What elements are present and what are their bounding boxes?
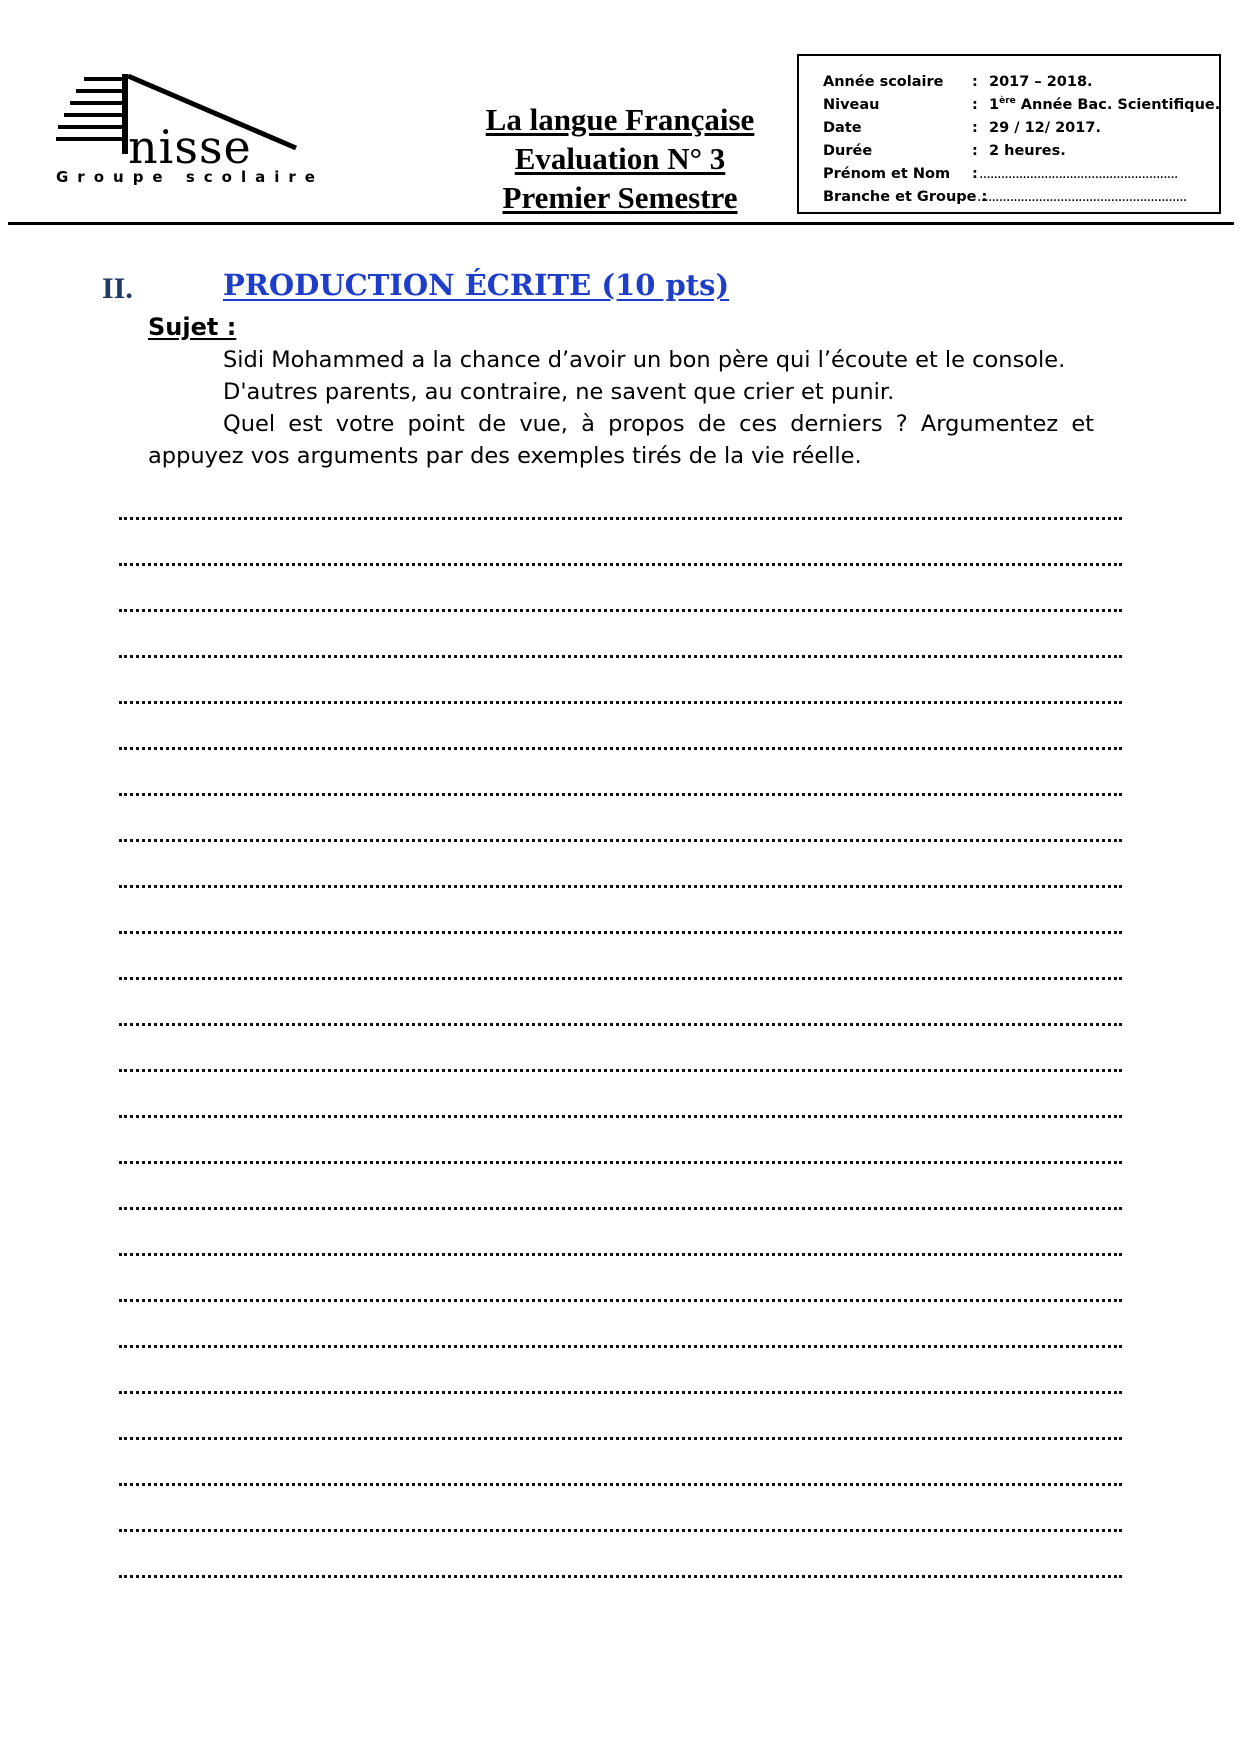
info-label-duree: Durée [823,143,873,159]
answer-line[interactable] [119,1286,1122,1332]
writing-prompt [148,344,1094,472]
section-number: II. [102,272,133,305]
header-divider [8,222,1234,225]
info-label-niveau: Niveau [823,97,880,113]
nom-fill-in-field[interactable]: ....................................................... [979,166,1178,182]
info-label-annee: Année scolaire [823,74,944,90]
info-value-date: 29 / 12/ 2017. [989,120,1101,136]
info-label-date: Date [823,120,862,136]
prompt-paragraph: Sidi Mohammed a la chance d’avoir un bon père qui l’écoute et le console. [223,347,1066,373]
answer-line[interactable] [119,918,1122,964]
info-label-branche: Branche et Groupe : [823,189,988,205]
logo-wordmark: nisse [128,120,252,174]
title-semester: Premier Semestre [502,180,738,215]
title-subject: La langue Française [485,102,755,137]
answer-line[interactable] [119,550,1122,596]
answer-line[interactable] [119,1148,1122,1194]
info-colon: : [972,120,978,136]
exam-title [450,100,790,217]
answer-line[interactable] [119,1194,1122,1240]
answer-line[interactable] [119,1102,1122,1148]
answer-line[interactable] [119,1424,1122,1470]
info-colon: : [972,97,978,113]
answer-line[interactable] [119,504,1122,550]
school-logo [56,74,346,194]
logo-subtitle: Groupe scolaire [56,168,324,186]
section-title: PRODUCTION ÉCRITE (10 pts) [223,268,730,302]
answer-line[interactable] [119,1240,1122,1286]
info-value-annee: 2017 – 2018. [989,74,1093,90]
answer-line[interactable] [119,1516,1122,1562]
answer-line[interactable] [119,1562,1122,1608]
info-value-duree: 2 heures. [989,143,1066,159]
info-label-nom: Prénom et Nom [823,166,951,182]
answer-line[interactable] [119,964,1122,1010]
prompt-paragraph: D'autres parents, au contraire, ne savent que crier et punir. [223,379,895,405]
answer-line[interactable] [119,872,1122,918]
sujet-label: Sujet : [148,313,237,341]
answer-line[interactable] [119,1332,1122,1378]
student-info-box [797,54,1221,214]
answer-line[interactable] [119,642,1122,688]
branche-fill-in-field[interactable]: .......................................................... [977,189,1187,205]
info-colon: : [972,143,978,159]
prompt-paragraph: Quel est votre point de vue, à propos de ces derniers ? Argumentez et appuyez vos arguments par des exemples tirés de la vie réelle. [148,411,1094,469]
answer-line[interactable] [119,1378,1122,1424]
info-value-niveau: 1ère Année Bac. Scientifique. [989,96,1221,113]
answer-line[interactable] [119,596,1122,642]
info-colon: : [972,74,978,90]
answer-line[interactable] [119,734,1122,780]
answer-line[interactable] [119,826,1122,872]
answer-line[interactable] [119,688,1122,734]
answer-line[interactable] [119,1470,1122,1516]
answer-line[interactable] [119,1056,1122,1102]
answer-line[interactable] [119,780,1122,826]
answer-line[interactable] [119,1010,1122,1056]
info-colon: : [972,166,978,182]
answer-writing-area[interactable] [119,504,1122,1608]
title-evaluation: Evaluation N° 3 [514,141,726,176]
